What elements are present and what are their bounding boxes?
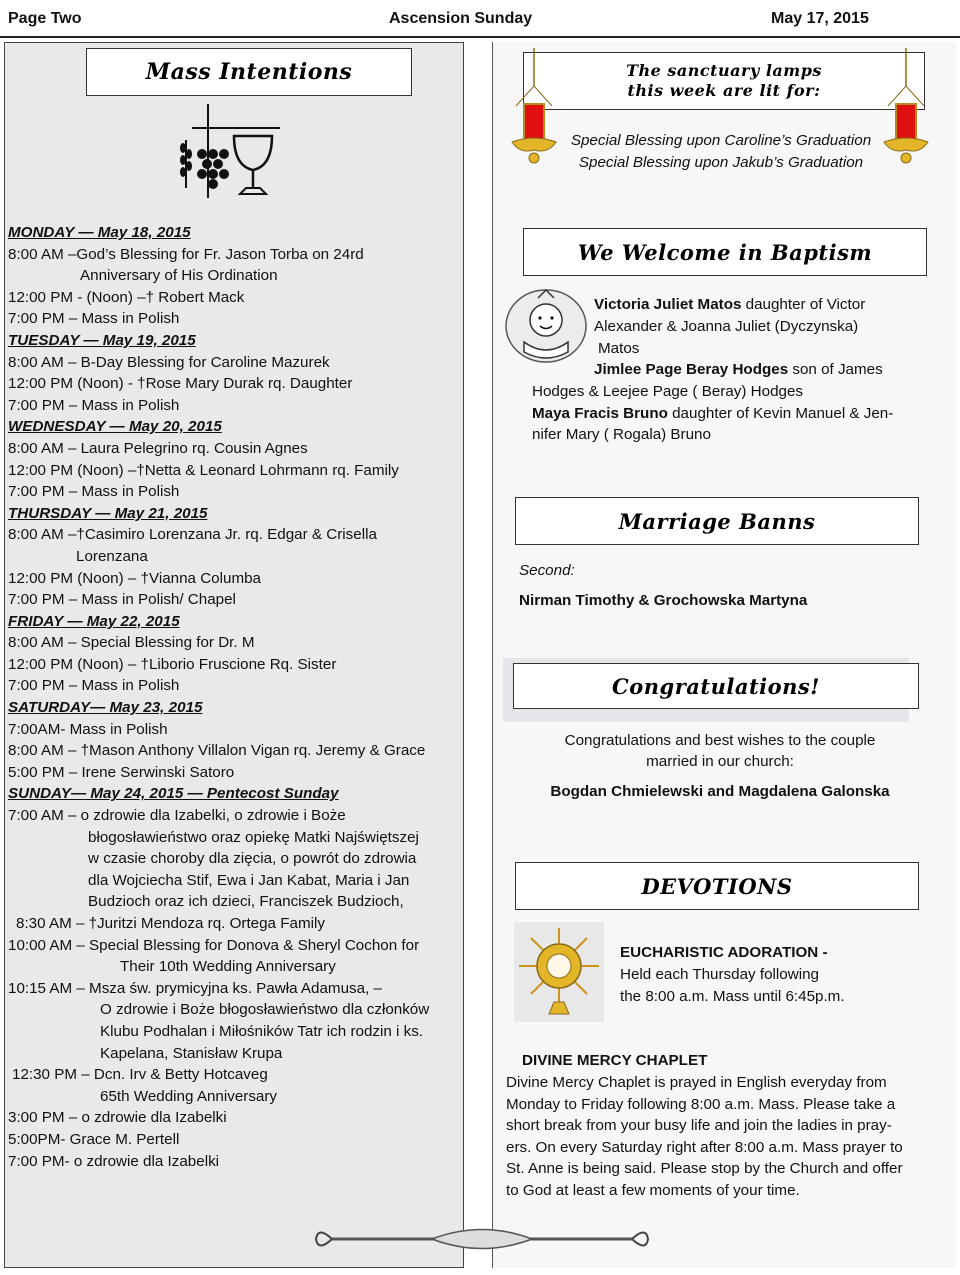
mass-intentions-list	[8, 222, 464, 1172]
congrats-line-2: married in our church:	[646, 753, 794, 770]
day-heading: MONDAY — May 18, 2015	[8, 224, 191, 241]
adoration-title: EUCHARISTIC ADORATION -	[620, 944, 828, 961]
intention-line: 8:00 AM – Special Blessing for Dr. M	[8, 634, 255, 652]
baptism-line-1	[594, 294, 865, 316]
intention-line: 7:00AM- Mass in Polish	[8, 720, 168, 738]
sanctuary-lamp-right-icon	[880, 46, 932, 166]
intention-line: 7:00 PM – Mass in Polish	[8, 310, 180, 328]
mercy-line: St. Anne is being said. Please stop by the Church and offer	[506, 1160, 903, 1178]
baptism-line-6	[532, 403, 893, 425]
intention-line: Klubu Podhalan i Miłośników Tatr ich rodzin i ks.	[100, 1022, 424, 1040]
intention-line: 8:30 AM – †Juritzi Mendoza rq. Ortega Family	[16, 915, 325, 932]
intention-line: 12:00 PM - (Noon) –† Robert Mack	[8, 288, 245, 306]
baptism-line-4	[594, 359, 883, 381]
baptism-line-5: Hodges & Leejee Page ( Beray) Hodges	[532, 383, 804, 400]
page-number: Page Two	[8, 10, 82, 27]
intention-line: 7:00 PM – Mass in Polish	[8, 483, 180, 501]
intention-line: 10:15 AM – Msza św. prymicyjna ks. Pawła Adamusa, –	[8, 979, 382, 997]
lamp-intention-2: Special Blessing upon Jakub’s Graduation	[578, 154, 864, 171]
intention-line: O zdrowie i Boże błogosławieństwo dla członków	[100, 1001, 430, 1019]
intention-line: Lorenzana	[76, 547, 148, 565]
intention-line: dla Wojciecha Stif, Ewa i Jan Kabat, Maria i Jan	[88, 871, 410, 889]
mercy-line: Monday to Friday following 8:00 a.m. Mass. Please take a	[506, 1095, 896, 1113]
bulletin-occasion: Ascension Sunday	[389, 10, 533, 27]
intention-line: 8:00 AM – †Mason Anthony Villalon Vigan rq. Jeremy & Grace	[8, 742, 426, 760]
monstrance-icon	[514, 922, 604, 1022]
sanctuary-lamp-left-icon	[508, 46, 560, 166]
bulletin-date: May 17, 2015	[771, 10, 869, 27]
baptized-parent-3: daughter of Kevin Manuel & Jen-	[667, 405, 894, 422]
intention-line: Kapelana, Stanisław Krupa	[100, 1044, 283, 1062]
day-heading: THURSDAY — May 21, 2015	[8, 504, 208, 522]
intention-line: 65th Wedding Anniversary	[100, 1087, 278, 1105]
intention-line: w czasie choroby dla zięcia, o powrót do zdrowia	[88, 850, 417, 868]
mercy-paragraph	[506, 1072, 946, 1202]
baby-icon	[502, 286, 590, 366]
scroll-divider-ornament	[312, 1222, 652, 1256]
intention-line: 7:00 PM- o zdrowie dla Izabelki	[8, 1152, 220, 1170]
intention-line: Their 10th Wedding Anniversary	[120, 958, 336, 976]
mercy-line: ers. On every Saturday right after 8:00 a.m. Mass prayer to	[506, 1138, 903, 1156]
mass-intentions-title: Mass Intentions	[86, 48, 412, 96]
intention-line: 12:00 PM (Noon) – †Liborio Fruscione Rq. Sister	[8, 655, 337, 673]
adoration-line-1: Held each Thursday following	[620, 966, 819, 983]
banns-label: Second:	[519, 562, 575, 579]
eucharist-icon	[172, 104, 290, 198]
intention-line: Anniversary of His Ordination	[80, 267, 278, 285]
intention-line: 8:00 AM – B-Day Blessing for Caroline Mazurek	[8, 353, 330, 371]
intention-line: 12:00 PM (Noon) - †Rose Mary Durak rq. Daughter	[8, 375, 353, 393]
intention-line: 5:00 PM – Irene Serwinski Satoro	[8, 763, 235, 781]
marriage-banns-title: Marriage Banns	[515, 497, 919, 545]
intention-line: 8:00 AM –†Casimiro Lorenzana Jr. rq. Edgar & Crisella	[8, 526, 377, 544]
baptized-name-1: Victoria Juliet Matos	[594, 296, 742, 313]
mercy-title: DIVINE MERCY CHAPLET	[522, 1052, 708, 1069]
intention-line: 8:00 AM – Laura Pelegrino rq. Cousin Agnes	[8, 439, 308, 457]
header-rule	[0, 36, 960, 38]
intention-line: 10:00 AM – Special Blessing for Donova & Sheryl Cochon for	[8, 936, 420, 954]
day-heading: SUNDAY— May 24, 2015 — Pentecost Sunday	[8, 785, 339, 803]
day-heading: WEDNESDAY — May 20, 2015	[8, 418, 222, 436]
baptism-line-2: Alexander & Joanna Juliet (Dyczynska)	[594, 318, 859, 335]
intention-line: 12:00 PM (Noon) –†Netta & Leonard Lohrmann rq. Family	[8, 461, 399, 479]
lamp-intention-1: Special Blessing upon Caroline’s Graduation	[570, 132, 872, 149]
adoration-line-2: the 8:00 a.m. Mass until 6:45p.m.	[620, 988, 845, 1005]
devotions-title: DEVOTIONS	[515, 862, 919, 910]
baptism-title: We Welcome in Baptism	[523, 228, 927, 276]
baptism-line-7: nifer Mary ( Rogala) Bruno	[532, 426, 711, 443]
sanctuary-lamps-title-line1: The sanctuary lamps	[626, 61, 822, 80]
baptized-parent-1: daughter of Victor	[741, 296, 866, 313]
intention-line: Budzioch oraz ich dzieci, Franciszek Budzioch,	[88, 893, 404, 911]
intention-line: 12:30 PM – Dcn. Irv & Betty Hotcaveg	[12, 1066, 268, 1084]
congratulations-title: Congratulations!	[513, 663, 919, 709]
sanctuary-lamps-title	[523, 52, 925, 110]
baptism-line-3: Matos	[598, 340, 640, 357]
congrats-line-1: Congratulations and best wishes to the couple	[564, 732, 876, 749]
intention-line: 7:00 PM – Mass in Polish	[8, 677, 180, 695]
congrats-couple: Bogdan Chmielewski and Magdalena Galonska	[550, 783, 890, 800]
intention-line: 7:00 PM – Mass in Polish	[8, 396, 180, 414]
mercy-line: short break from your busy life and join the ladies in pray-	[506, 1117, 892, 1135]
day-heading: TUESDAY — May 19, 2015	[8, 331, 196, 349]
baptized-name-2: Jimlee Page Beray Hodges	[594, 361, 789, 378]
intention-line: 3:00 PM – o zdrowie dla Izabelki	[8, 1109, 227, 1127]
intention-line: 12:00 PM (Noon) – †Vianna Columba	[8, 569, 261, 587]
baptized-parent-2: son of James	[788, 361, 883, 378]
day-heading: FRIDAY — May 22, 2015	[8, 612, 180, 630]
intention-line: 7:00 AM – o zdrowie dla Izabelki, o zdrowie i Boże	[8, 807, 346, 825]
mercy-line: to God at least a few moments of your time.	[506, 1181, 800, 1199]
intention-line: błogosławieństwo oraz opiekę Matki Najświętszej	[88, 828, 419, 846]
baptized-name-3: Maya Fracis Bruno	[532, 405, 668, 422]
banns-couple: Nirman Timothy & Grochowska Martyna	[519, 592, 808, 609]
intention-line: 7:00 PM – Mass in Polish/ Chapel	[8, 591, 236, 609]
mercy-line: Divine Mercy Chaplet is prayed in English everyday from	[506, 1074, 887, 1091]
intention-line: 5:00PM- Grace M. Pertell	[8, 1130, 180, 1148]
day-heading: SATURDAY— May 23, 2015	[8, 699, 203, 717]
intention-line: 8:00 AM –God’s Blessing for Fr. Jason Torba on 24rd	[8, 245, 364, 263]
sanctuary-lamps-title-line2: this week are lit for:	[627, 81, 821, 100]
